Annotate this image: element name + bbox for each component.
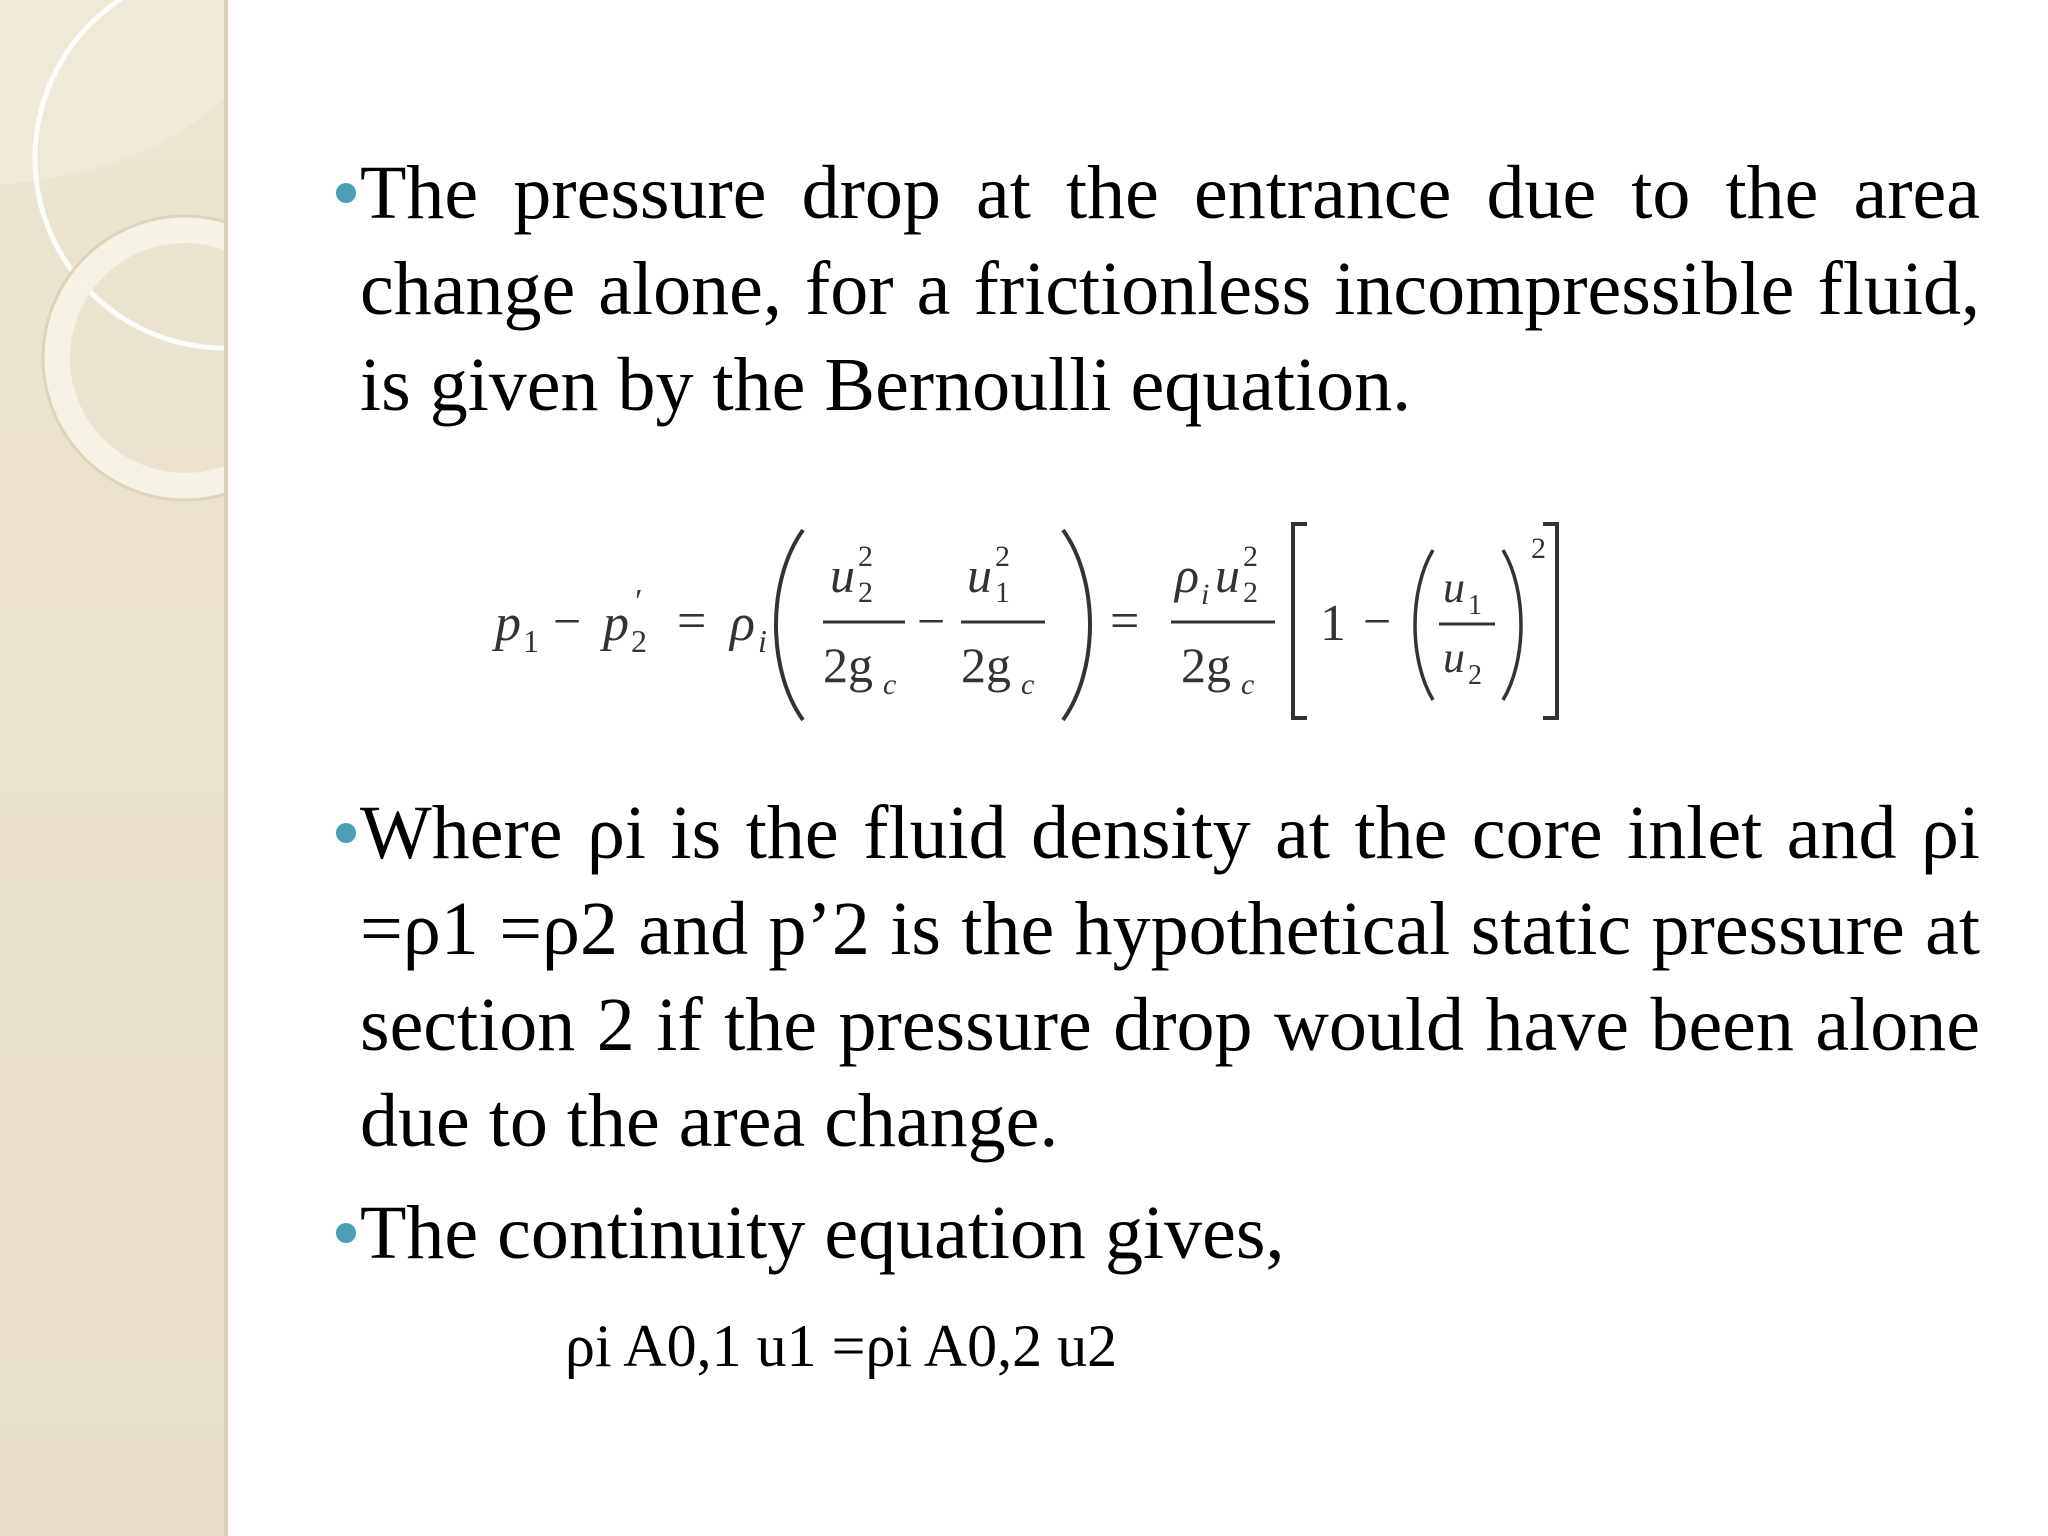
eq-rho: ρ bbox=[1175, 547, 1199, 603]
bullet-text: The continuity equation gives, bbox=[360, 1191, 1285, 1275]
eq-sub-i: i bbox=[1201, 578, 1210, 611]
eq-p: p bbox=[603, 595, 629, 652]
eq-exp: 2 bbox=[1531, 532, 1546, 565]
eq-rho: ρ bbox=[730, 595, 755, 652]
bullet-item-density-definition bbox=[360, 785, 1980, 1169]
eq-sub-c: c bbox=[1021, 668, 1035, 701]
eq-minus: − bbox=[1363, 593, 1392, 649]
eq-minus: − bbox=[553, 593, 582, 649]
eq-sub-1: 1 bbox=[523, 623, 539, 659]
eq-u: u bbox=[830, 547, 855, 603]
eq-left-bracket bbox=[1293, 524, 1307, 718]
eq-sub-1: 1 bbox=[1468, 590, 1482, 621]
eq-exp: 2 bbox=[995, 540, 1010, 573]
eq-denominator: 2g bbox=[823, 637, 873, 693]
eq-denominator: 2g bbox=[1181, 637, 1231, 693]
eq-right-paren bbox=[1063, 530, 1090, 720]
eq-p: p bbox=[495, 595, 521, 652]
bullet-icon bbox=[336, 823, 356, 843]
eq-sub-2: 2 bbox=[858, 576, 873, 609]
continuity-formula: ρi A0,1 u1 =ρi A0,2 u2 bbox=[565, 1313, 1118, 1379]
bullet-item-continuity bbox=[360, 1185, 1980, 1281]
eq-left-paren bbox=[776, 530, 803, 720]
bullet-text: The pressure drop at the entrance due to the area change alone, for a frictionless incompressible fluid, is given by the Bernoulli equation. bbox=[360, 151, 1980, 427]
eq-exp: 2 bbox=[1243, 540, 1258, 573]
eq-exp: 2 bbox=[858, 540, 873, 573]
eq-u: u bbox=[967, 547, 992, 603]
bullet-item-pressure-drop bbox=[360, 145, 1980, 433]
eq-inner-left-paren bbox=[1415, 550, 1433, 700]
bullet-text: Where ρi is the fluid density at the core inlet and ρi =ρ1 =ρ2 and p’2 is the hypothetical static pressure at section 2 if the pressure drop would have been alone due to the area change. bbox=[360, 791, 1980, 1163]
bullet-icon bbox=[336, 183, 356, 203]
bernoulli-equation bbox=[485, 510, 1725, 730]
eq-inner-right-paren bbox=[1503, 550, 1521, 700]
eq-minus: − bbox=[917, 593, 946, 649]
eq-prime: ′ bbox=[633, 583, 641, 620]
eq-sub-2: 2 bbox=[631, 623, 647, 659]
eq-equals: = bbox=[677, 593, 707, 650]
eq-sub-1: 1 bbox=[995, 576, 1010, 609]
eq-sub-2: 2 bbox=[1468, 660, 1482, 691]
eq-u: u bbox=[1443, 563, 1465, 612]
eq-sub-2: 2 bbox=[1243, 576, 1258, 609]
eq-denominator: 2g bbox=[961, 637, 1011, 693]
eq-u: u bbox=[1215, 547, 1240, 603]
eq-u: u bbox=[1443, 633, 1465, 682]
eq-sub-i: i bbox=[758, 623, 767, 659]
bullet-icon bbox=[336, 1223, 356, 1243]
eq-sub-c: c bbox=[1241, 668, 1255, 701]
eq-sub-c: c bbox=[883, 668, 897, 701]
eq-one: 1 bbox=[1320, 595, 1346, 652]
eq-equals: = bbox=[1110, 593, 1140, 650]
